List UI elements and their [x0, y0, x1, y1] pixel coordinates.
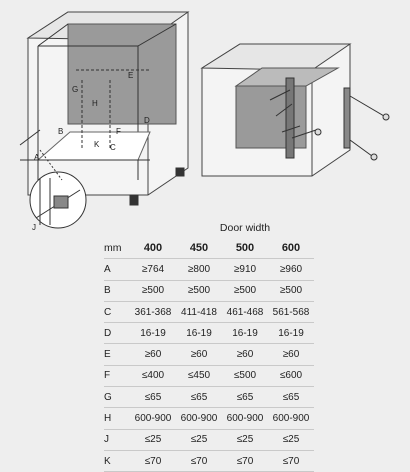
table-row	[104, 280, 314, 301]
door-width-caption: Door width	[219, 222, 271, 234]
row-key: J	[104, 429, 130, 450]
cell-value: 16-19	[130, 323, 176, 344]
callout-D: D	[144, 116, 150, 125]
cell-value: 600-900	[268, 408, 314, 429]
cell-value: 600-900	[222, 408, 268, 429]
cell-value: ≤25	[268, 429, 314, 450]
cell-value: ≤65	[176, 387, 222, 408]
cell-value: 600-900	[176, 408, 222, 429]
row-key: K	[104, 450, 130, 471]
cell-value: ≤70	[268, 450, 314, 471]
cell-value: ≤400	[130, 365, 176, 386]
width-600-header: 600	[268, 238, 314, 259]
cell-value: ≥60	[130, 344, 176, 365]
cell-value: 16-19	[176, 323, 222, 344]
cell-value: ≥910	[222, 259, 268, 280]
cell-value: ≥764	[130, 259, 176, 280]
cell-value: ≤25	[130, 429, 176, 450]
row-key: F	[104, 365, 130, 386]
cabinet-diagram-left	[20, 12, 188, 230]
callout-J: J	[32, 223, 36, 230]
table-row	[104, 344, 314, 365]
row-key: H	[104, 408, 130, 429]
cell-value: ≤65	[222, 387, 268, 408]
cell-value: ≤500	[222, 365, 268, 386]
cabinet-diagram-right	[202, 44, 389, 176]
table-row	[104, 408, 314, 429]
cell-value: 361-368	[130, 301, 176, 322]
cell-value: ≥60	[222, 344, 268, 365]
callout-H: H	[92, 99, 98, 108]
cell-value: ≥960	[268, 259, 314, 280]
table-row	[104, 365, 314, 386]
table-row	[104, 387, 314, 408]
unit-header: mm	[104, 238, 130, 259]
width-500-header: 500	[222, 238, 268, 259]
row-key: D	[104, 323, 130, 344]
callout-G: G	[72, 85, 79, 94]
width-450-header: 450	[176, 238, 222, 259]
table-row	[104, 323, 314, 344]
cell-value: 600-900	[130, 408, 176, 429]
cell-value: ≥500	[222, 280, 268, 301]
width-400-header: 400	[130, 238, 176, 259]
cell-value: 461-468	[222, 301, 268, 322]
row-key: A	[104, 259, 130, 280]
cell-value: 16-19	[268, 323, 314, 344]
callout-C: C	[110, 143, 116, 152]
cell-value: ≤70	[176, 450, 222, 471]
table-row	[104, 429, 314, 450]
cell-value: ≤25	[176, 429, 222, 450]
table-row	[104, 301, 314, 322]
cell-value: ≥500	[176, 280, 222, 301]
cell-value: 16-19	[222, 323, 268, 344]
table-header-row	[104, 238, 314, 259]
installation-drawings	[0, 0, 410, 230]
callout-B: B	[58, 127, 64, 136]
cell-value: ≤65	[130, 387, 176, 408]
row-key: B	[104, 280, 130, 301]
cell-value: ≥800	[176, 259, 222, 280]
cell-value: ≤450	[176, 365, 222, 386]
cell-value: ≤70	[222, 450, 268, 471]
cell-value: ≤600	[268, 365, 314, 386]
cell-value: ≤65	[268, 387, 314, 408]
cell-value: ≥500	[268, 280, 314, 301]
row-key: E	[104, 344, 130, 365]
callout-E: E	[128, 71, 134, 80]
cell-value: 411-418	[176, 301, 222, 322]
cell-value: ≤25	[222, 429, 268, 450]
row-key: G	[104, 387, 130, 408]
cell-value: ≥500	[130, 280, 176, 301]
row-key: C	[104, 301, 130, 322]
callout-A: A	[34, 153, 40, 162]
table-row	[104, 450, 314, 471]
cell-value: 561-568	[268, 301, 314, 322]
cell-value: ≥60	[176, 344, 222, 365]
table-row	[104, 259, 314, 280]
callout-F: F	[116, 127, 121, 136]
cell-value: ≤70	[130, 450, 176, 471]
dimensions-table	[104, 238, 314, 472]
callout-K: K	[94, 140, 100, 149]
cell-value: ≥60	[268, 344, 314, 365]
